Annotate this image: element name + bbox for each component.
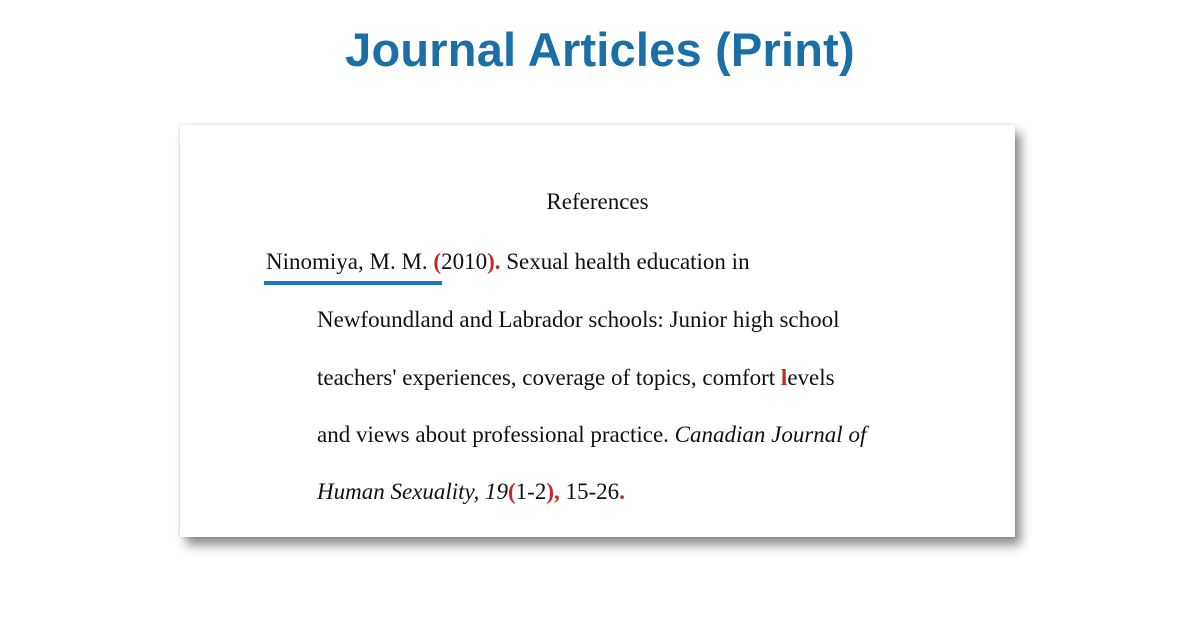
- journal-name-part-2: Human Sexuality, 19: [317, 479, 508, 504]
- issue-number: 1-2: [515, 479, 547, 504]
- line3-highlight-l: l: [780, 365, 788, 390]
- author-name: Ninomiya, M. M.: [266, 249, 428, 274]
- reference-line-5: [317, 479, 625, 505]
- author-underline: [264, 281, 442, 285]
- reference-line-4: [317, 422, 866, 448]
- line3-text-b: evels: [787, 365, 835, 390]
- article-title-end: and views about professional practice.: [317, 422, 669, 447]
- page-range: 15-26: [565, 479, 620, 504]
- reference-page: [180, 125, 1015, 537]
- references-heading: References: [546, 189, 649, 214]
- publication-year: 2010: [441, 249, 488, 274]
- journal-name-part-1: Canadian Journal of: [674, 422, 867, 447]
- reference-line-3: [317, 365, 835, 391]
- year-open-paren: (: [433, 249, 442, 274]
- line3-text-a: teachers' experiences, coverage of topics, comfort: [317, 365, 781, 390]
- article-title-start: Sexual health education in: [506, 249, 750, 274]
- year-close-paren: ).: [487, 249, 501, 274]
- reference-line-2: Newfoundland and Labrador schools: Junior high school: [317, 307, 840, 332]
- issue-open-paren: (: [508, 479, 516, 504]
- slide-title: Journal Articles (Print): [345, 23, 855, 76]
- final-period: .: [619, 479, 625, 504]
- issue-close-paren: ),: [546, 479, 560, 504]
- reference-line-1: [266, 249, 750, 275]
